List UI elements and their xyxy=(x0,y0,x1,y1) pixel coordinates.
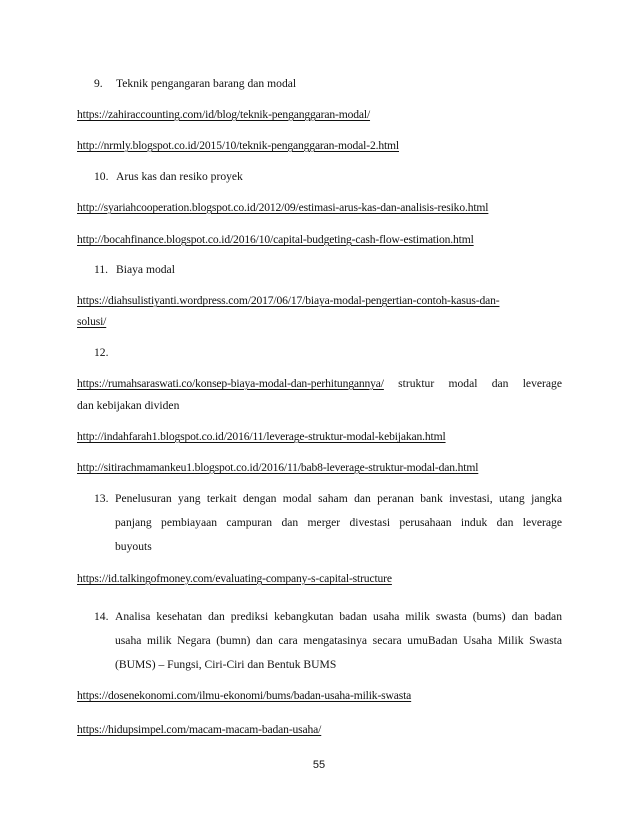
item-12-row xyxy=(77,376,562,392)
item-10-number: 10. xyxy=(94,170,109,183)
item-13-line-3: buyouts xyxy=(115,540,152,553)
link-12c[interactable]: http://sitirachmamankeu1.blogspot.co.id/2016/11/bab8-leverage-struktur-modal-dan.html xyxy=(77,461,479,474)
item-12-text-line-2: dan kebijakan dividen xyxy=(77,399,180,412)
link-9a[interactable]: https://zahiraccounting.com/id/blog/teknik-penganggaran-modal/ xyxy=(77,108,371,121)
item-13-line-2: panjang pembiayaan campuran dan merger divestasi perusahaan induk dan leverage xyxy=(115,516,562,529)
link-10b[interactable]: http://bocahfinance.blogspot.co.id/2016/10/capital-budgeting-cash-flow-estimation.html xyxy=(77,233,474,246)
link-14b[interactable]: https://hidupsimpel.com/macam-macam-badan-usaha/ xyxy=(77,723,322,736)
item-14-line-1: Analisa kesehatan dan prediksi kebangkutan badan usaha milik swasta (bums) dan badan xyxy=(115,610,562,623)
item-9 xyxy=(94,76,296,92)
item-14-line-3: (BUMS) – Fungsi, Ciri-Ciri dan Bentuk BUMS xyxy=(115,658,337,671)
link-11-line-2[interactable]: solusi/ xyxy=(77,315,107,328)
link-10a[interactable]: http://syariahcooperation.blogspot.co.id/2012/09/estimasi-arus-kas-dan-analisis-resiko.html xyxy=(77,201,489,214)
item-9-text: Teknik pengangaran barang dan modal xyxy=(116,77,297,90)
item-12-word-2: modal xyxy=(448,377,478,390)
item-14-line-2: usaha milik Negara (bumn) dan cara mengatasinya secara umuBadan Usaha Milik Swasta xyxy=(115,634,562,647)
page-number: 55 xyxy=(312,759,326,771)
item-13-number: 13. xyxy=(94,492,109,505)
item-11-number: 11. xyxy=(94,263,109,276)
item-11 xyxy=(94,262,175,278)
item-13-line-1: Penelusuran yang terkait dengan modal saham dan peranan bank investasi, utang jangka xyxy=(115,492,562,505)
item-11-text: Biaya modal xyxy=(116,263,175,276)
item-12-number: 12. xyxy=(94,346,109,359)
link-11-line-1[interactable]: https://diahsulistiyanti.wordpress.com/2017/06/17/biaya-modal-pengertian-contoh-kasus-dan- xyxy=(77,294,500,307)
item-12-word-3: dan xyxy=(491,377,509,390)
item-9-number: 9. xyxy=(94,77,103,90)
item-12-word-1: struktur xyxy=(398,377,435,390)
link-12b[interactable]: http://indahfarah1.blogspot.co.id/2016/11/leverage-struktur-modal-kebijakan.html xyxy=(77,430,446,443)
item-12-word-4: leverage xyxy=(522,377,562,390)
link-14a[interactable]: https://dosenekonomi.com/ilmu-ekonomi/bums/badan-usaha-milik-swasta xyxy=(77,689,412,702)
item-10 xyxy=(94,169,243,185)
link-9b[interactable]: http://nrmly.blogspot.co.id/2015/10/teknik-penganggaran-modal-2.html xyxy=(77,139,399,152)
item-10-text: Arus kas dan resiko proyek xyxy=(116,170,243,183)
link-13[interactable]: https://id.talkingofmoney.com/evaluating-company-s-capital-structure xyxy=(77,572,392,585)
item-14-number: 14. xyxy=(94,610,109,623)
link-12[interactable]: https://rumahsaraswati.co/konsep-biaya-modal-dan-perhitungannya/ xyxy=(77,377,384,390)
